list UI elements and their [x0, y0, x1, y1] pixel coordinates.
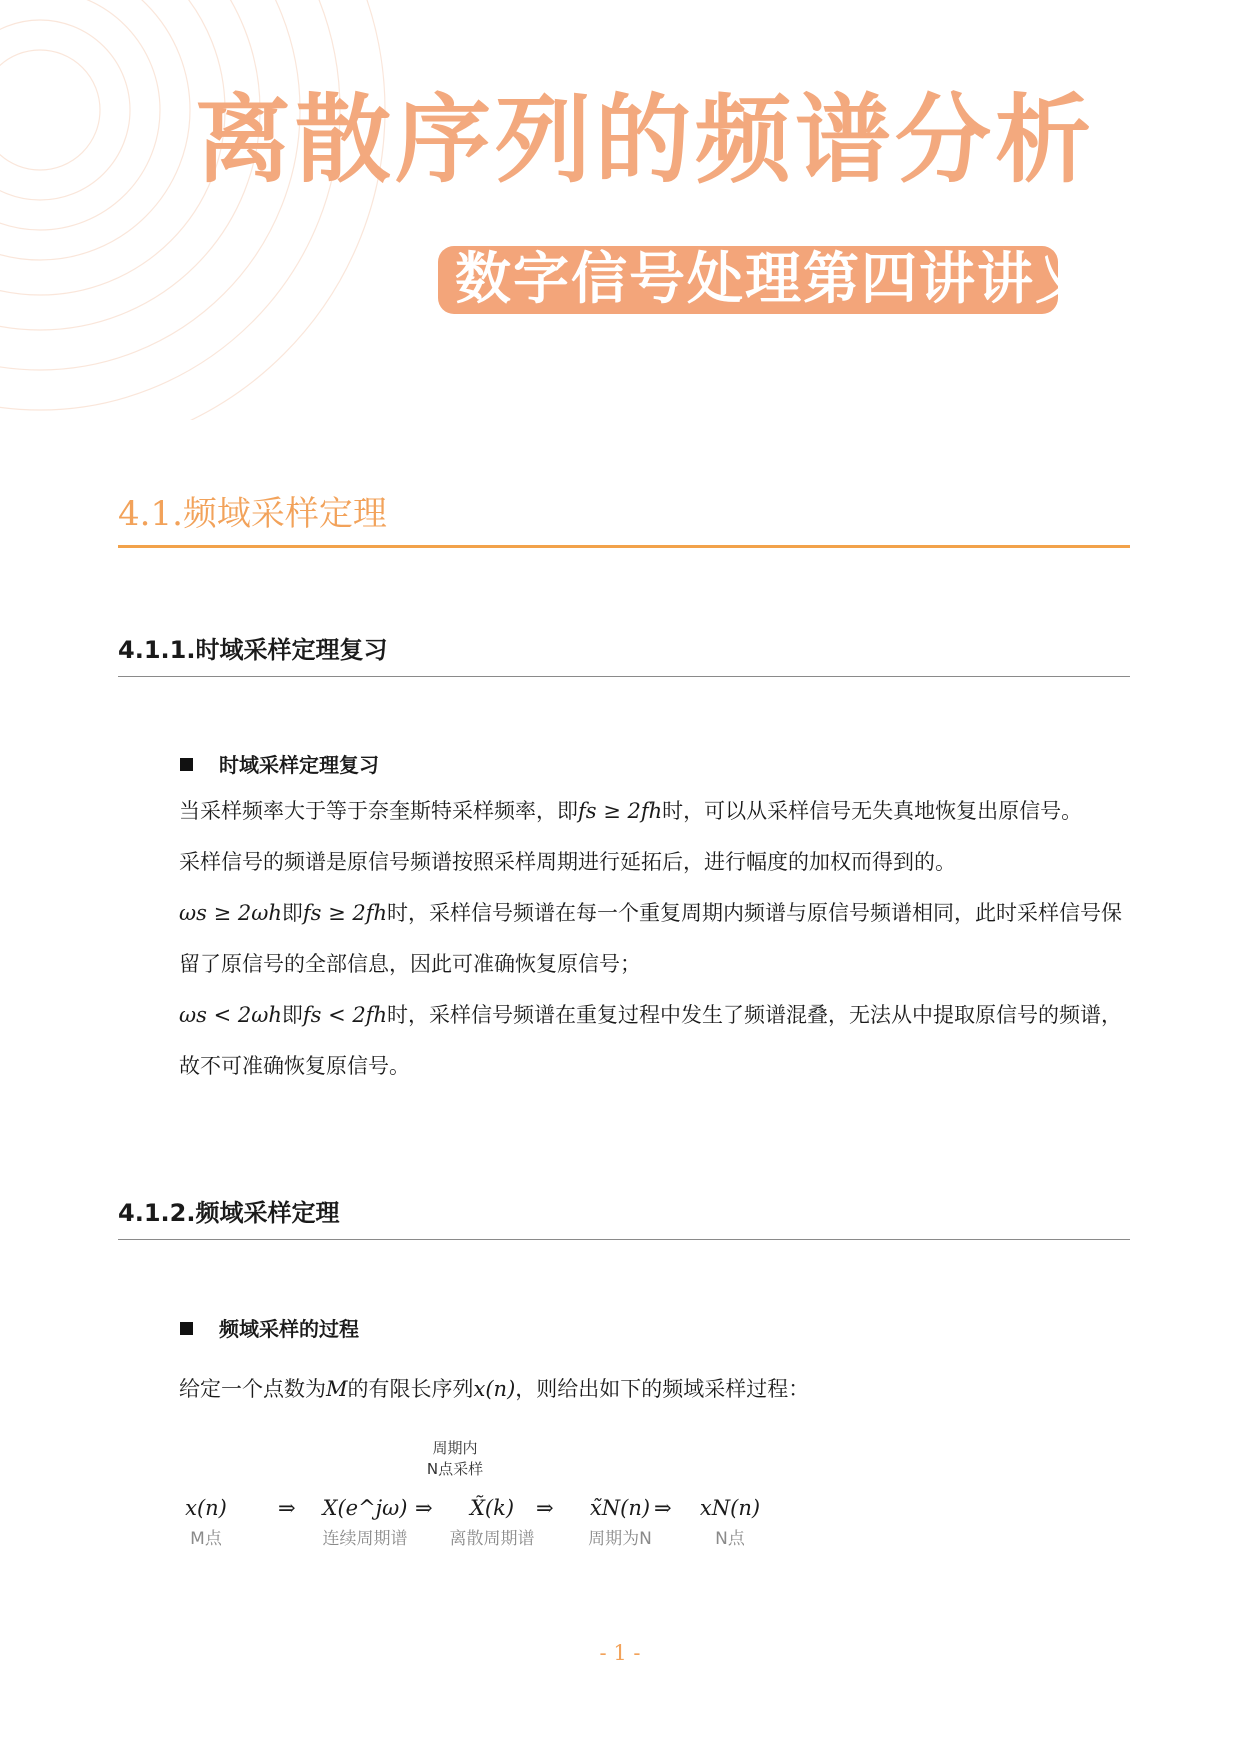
bullet-square-icon: [180, 758, 193, 771]
flow-arrow-icon: ⇒: [415, 1496, 433, 1520]
section-heading: 4.1.频域采样定理: [118, 494, 387, 534]
paragraph-block: [179, 786, 1129, 1092]
flow-arrow-icon: ⇒: [654, 1496, 672, 1520]
flow-step: x(n) M点: [185, 1496, 227, 1549]
flow-step: X(e^jω) 连续周期谱: [322, 1496, 408, 1549]
math-inline: fs ≥ 2fh: [578, 799, 663, 823]
sampling-flow-diagram: [170, 1438, 810, 1558]
math-inline: fs < 2fh: [302, 1003, 388, 1027]
flow-step: x̃N(n) 周期为N: [588, 1496, 652, 1549]
bullet-square-icon: [180, 1322, 193, 1335]
flow-step: X̃(k) 离散周期谱: [449, 1496, 535, 1549]
section-divider: [118, 545, 1130, 548]
bullet-label: 时域采样定理复习: [219, 753, 379, 777]
document-subtitle: 数字信号处理第四讲讲义: [455, 246, 1093, 312]
math-inline: fs ≥ 2fh: [302, 901, 388, 925]
paragraph: ωs ≥ 2ωh即fs ≥ 2fh时，采样信号频谱在每一个重复周期内频谱与原信号频谱相同，此时采样信号保留了原信号的全部信息，因此可准确恢复原信号；: [179, 901, 1123, 976]
math-inline: M: [326, 1377, 348, 1401]
bullet-heading: [180, 749, 379, 778]
bullet-heading: [180, 1313, 359, 1342]
flow-step: xN(n) N点: [699, 1496, 761, 1549]
subsection-divider: [118, 1239, 1130, 1240]
paragraph: 当采样频率大于等于奈奎斯特采样频率，即fs ≥ 2fh时，可以从采样信号无失真地恢复出原信号。: [179, 799, 1083, 823]
subsection-heading-4-1-2: 4.1.2.频域采样定理: [118, 1199, 340, 1227]
flow-arrow-icon: ⇒: [278, 1496, 296, 1520]
decorative-arcs: [0, 0, 420, 420]
bullet-label: 频域采样的过程: [219, 1317, 359, 1341]
paragraph: ωs < 2ωh即fs < 2fh时，采样信号频谱在重复过程中发生了频谱混叠，无法从中提取原信号的频谱，故不可准确恢复原信号。: [179, 1003, 1123, 1078]
flow-arrow-icon: ⇒: [536, 1496, 554, 1520]
math-inline: ωs < 2ωh: [179, 1003, 282, 1027]
math-inline: ωs ≥ 2ωh: [179, 901, 282, 925]
paragraph: 采样信号的频谱是原信号频谱按照采样周期进行延拓后，进行幅度的加权而得到的。: [179, 850, 956, 874]
subsection-heading-4-1-1: 4.1.1.时域采样定理复习: [118, 636, 388, 664]
document-title: 离散序列的频谱分析: [195, 83, 1095, 196]
subsection-divider: [118, 676, 1130, 677]
math-inline: x(n): [473, 1377, 516, 1401]
paragraph: 给定一个点数为M的有限长序列x(n)，则给出如下的频域采样过程：: [179, 1377, 810, 1401]
flow-annotation: 周期内 N点采样: [426, 1439, 484, 1478]
page-number: - 1 -: [599, 1641, 641, 1665]
